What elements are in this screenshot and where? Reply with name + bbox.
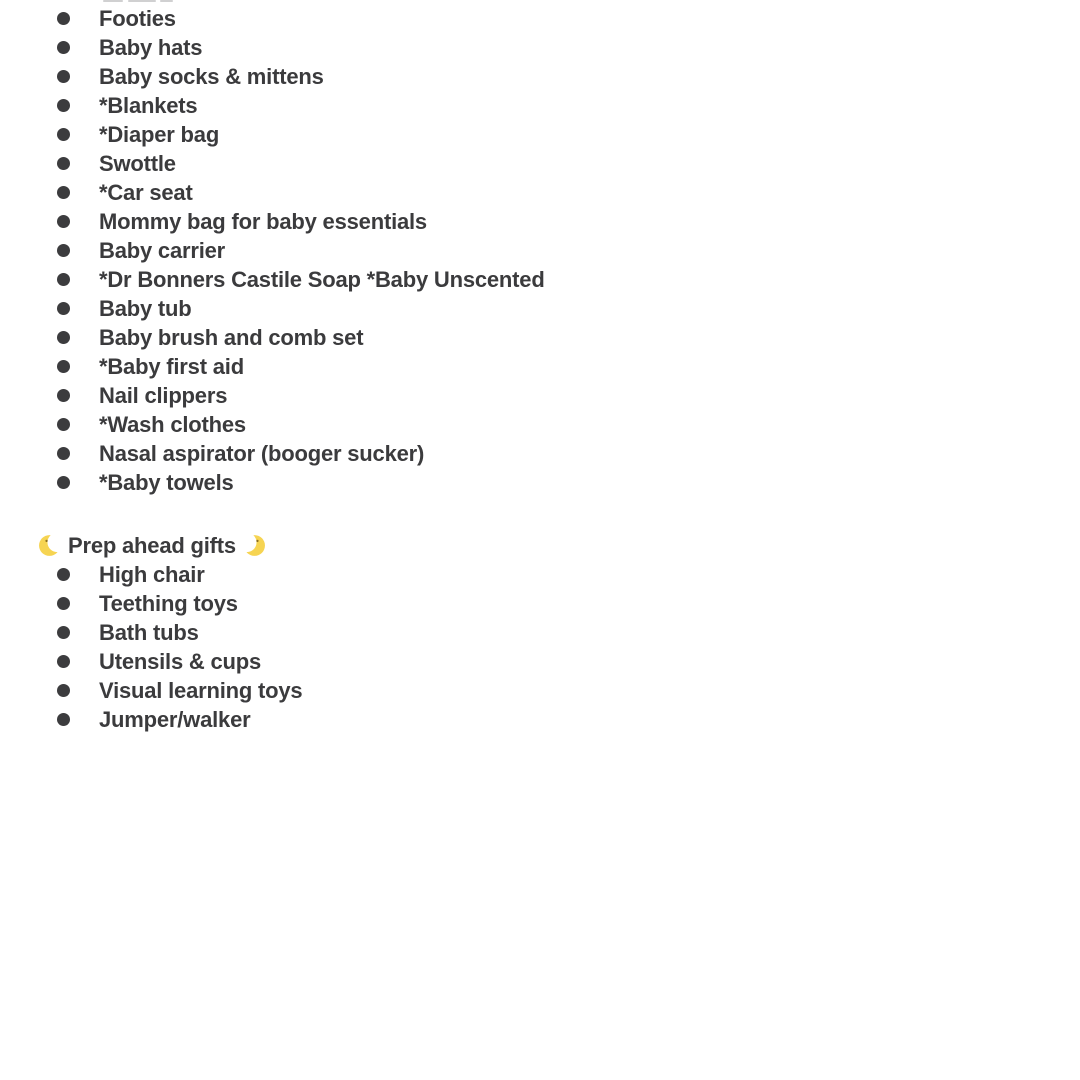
bullet-icon [57, 418, 70, 431]
bullet-icon [57, 655, 70, 668]
list-item-text: Baby socks & mittens [99, 63, 324, 89]
list-item-text: Baby brush and comb set [99, 324, 364, 350]
list-group-bath [0, 265, 1080, 497]
list-item-text: Jumper/walker [99, 706, 251, 732]
list-item-text: Mommy bag for baby essentials [99, 208, 427, 234]
section-header-text: Prep ahead gifts [68, 532, 236, 558]
list-item-text: *Baby towels [99, 469, 234, 495]
list-item-text: High chair [99, 561, 205, 587]
list-item[interactable] [0, 705, 1080, 734]
list-item-text: Footies [99, 5, 176, 31]
list-item[interactable] [0, 91, 1080, 120]
list-item[interactable] [0, 676, 1080, 705]
list-item[interactable] [0, 381, 1080, 410]
list-item-text: *Blankets [99, 92, 198, 118]
bullet-icon [57, 302, 70, 315]
list-item-text: Teething toys [99, 590, 238, 616]
bullet-icon [57, 215, 70, 228]
bullet-icon [57, 186, 70, 199]
bullet-icon [57, 331, 70, 344]
list-item-text: Baby tub [99, 295, 192, 321]
list-item[interactable] [0, 33, 1080, 62]
bullet-icon [57, 684, 70, 697]
bullet-icon [57, 476, 70, 489]
bullet-icon [57, 597, 70, 610]
list-item[interactable] [0, 4, 1080, 33]
bullet-icon [57, 447, 70, 460]
clipped-text-remnant [0, 0, 1080, 3]
list-item-text: Bath tubs [99, 619, 199, 645]
list-item-text: *Baby first aid [99, 353, 244, 379]
list-item-text: *Wash clothes [99, 411, 246, 437]
list-item[interactable] [0, 236, 1080, 265]
bullet-icon [57, 128, 70, 141]
note-body [0, 4, 1080, 734]
list-item[interactable] [0, 265, 1080, 294]
bullet-icon [57, 70, 70, 83]
list-item[interactable] [0, 468, 1080, 497]
bullet-icon [57, 244, 70, 257]
list-item[interactable] [0, 294, 1080, 323]
list-item-text: Nasal aspirator (booger sucker) [99, 440, 425, 466]
list-group-clothing [0, 4, 1080, 91]
first-quarter-moon-face-icon [241, 533, 266, 558]
list-item[interactable] [0, 207, 1080, 236]
list-item[interactable] [0, 410, 1080, 439]
bullet-icon [57, 713, 70, 726]
bullet-icon [57, 41, 70, 54]
list-item[interactable] [0, 120, 1080, 149]
list-item-text: *Diaper bag [99, 121, 220, 147]
list-item-text: Utensils & cups [99, 648, 262, 674]
list-group-gear [0, 91, 1080, 265]
list-item[interactable] [0, 323, 1080, 352]
list-item[interactable] [0, 439, 1080, 468]
list-item[interactable] [0, 647, 1080, 676]
section-header-prep-ahead-gifts[interactable] [38, 531, 1080, 560]
bullet-icon [57, 273, 70, 286]
list-item[interactable] [0, 560, 1080, 589]
list-item[interactable] [0, 589, 1080, 618]
list-item-text: Baby hats [99, 34, 203, 60]
bullet-icon [57, 99, 70, 112]
bullet-icon [57, 157, 70, 170]
list-item-text: *Car seat [99, 179, 193, 205]
list-item[interactable] [0, 618, 1080, 647]
list-item-text: Baby carrier [99, 237, 226, 263]
list-group-gifts [0, 560, 1080, 734]
bullet-icon [57, 12, 70, 25]
bullet-icon [57, 626, 70, 639]
list-item[interactable] [0, 62, 1080, 91]
list-item[interactable] [0, 352, 1080, 381]
list-item-text: Visual learning toys [99, 677, 303, 703]
bullet-icon [57, 389, 70, 402]
bullet-icon [57, 360, 70, 373]
list-item[interactable] [0, 178, 1080, 207]
list-item-text: *Dr Bonners Castile Soap *Baby Unscented [99, 266, 545, 292]
bullet-icon [57, 568, 70, 581]
list-item-text: Nail clippers [99, 382, 228, 408]
list-item-text: Swottle [99, 150, 176, 176]
list-item[interactable] [0, 149, 1080, 178]
last-quarter-moon-face-icon [38, 533, 63, 558]
